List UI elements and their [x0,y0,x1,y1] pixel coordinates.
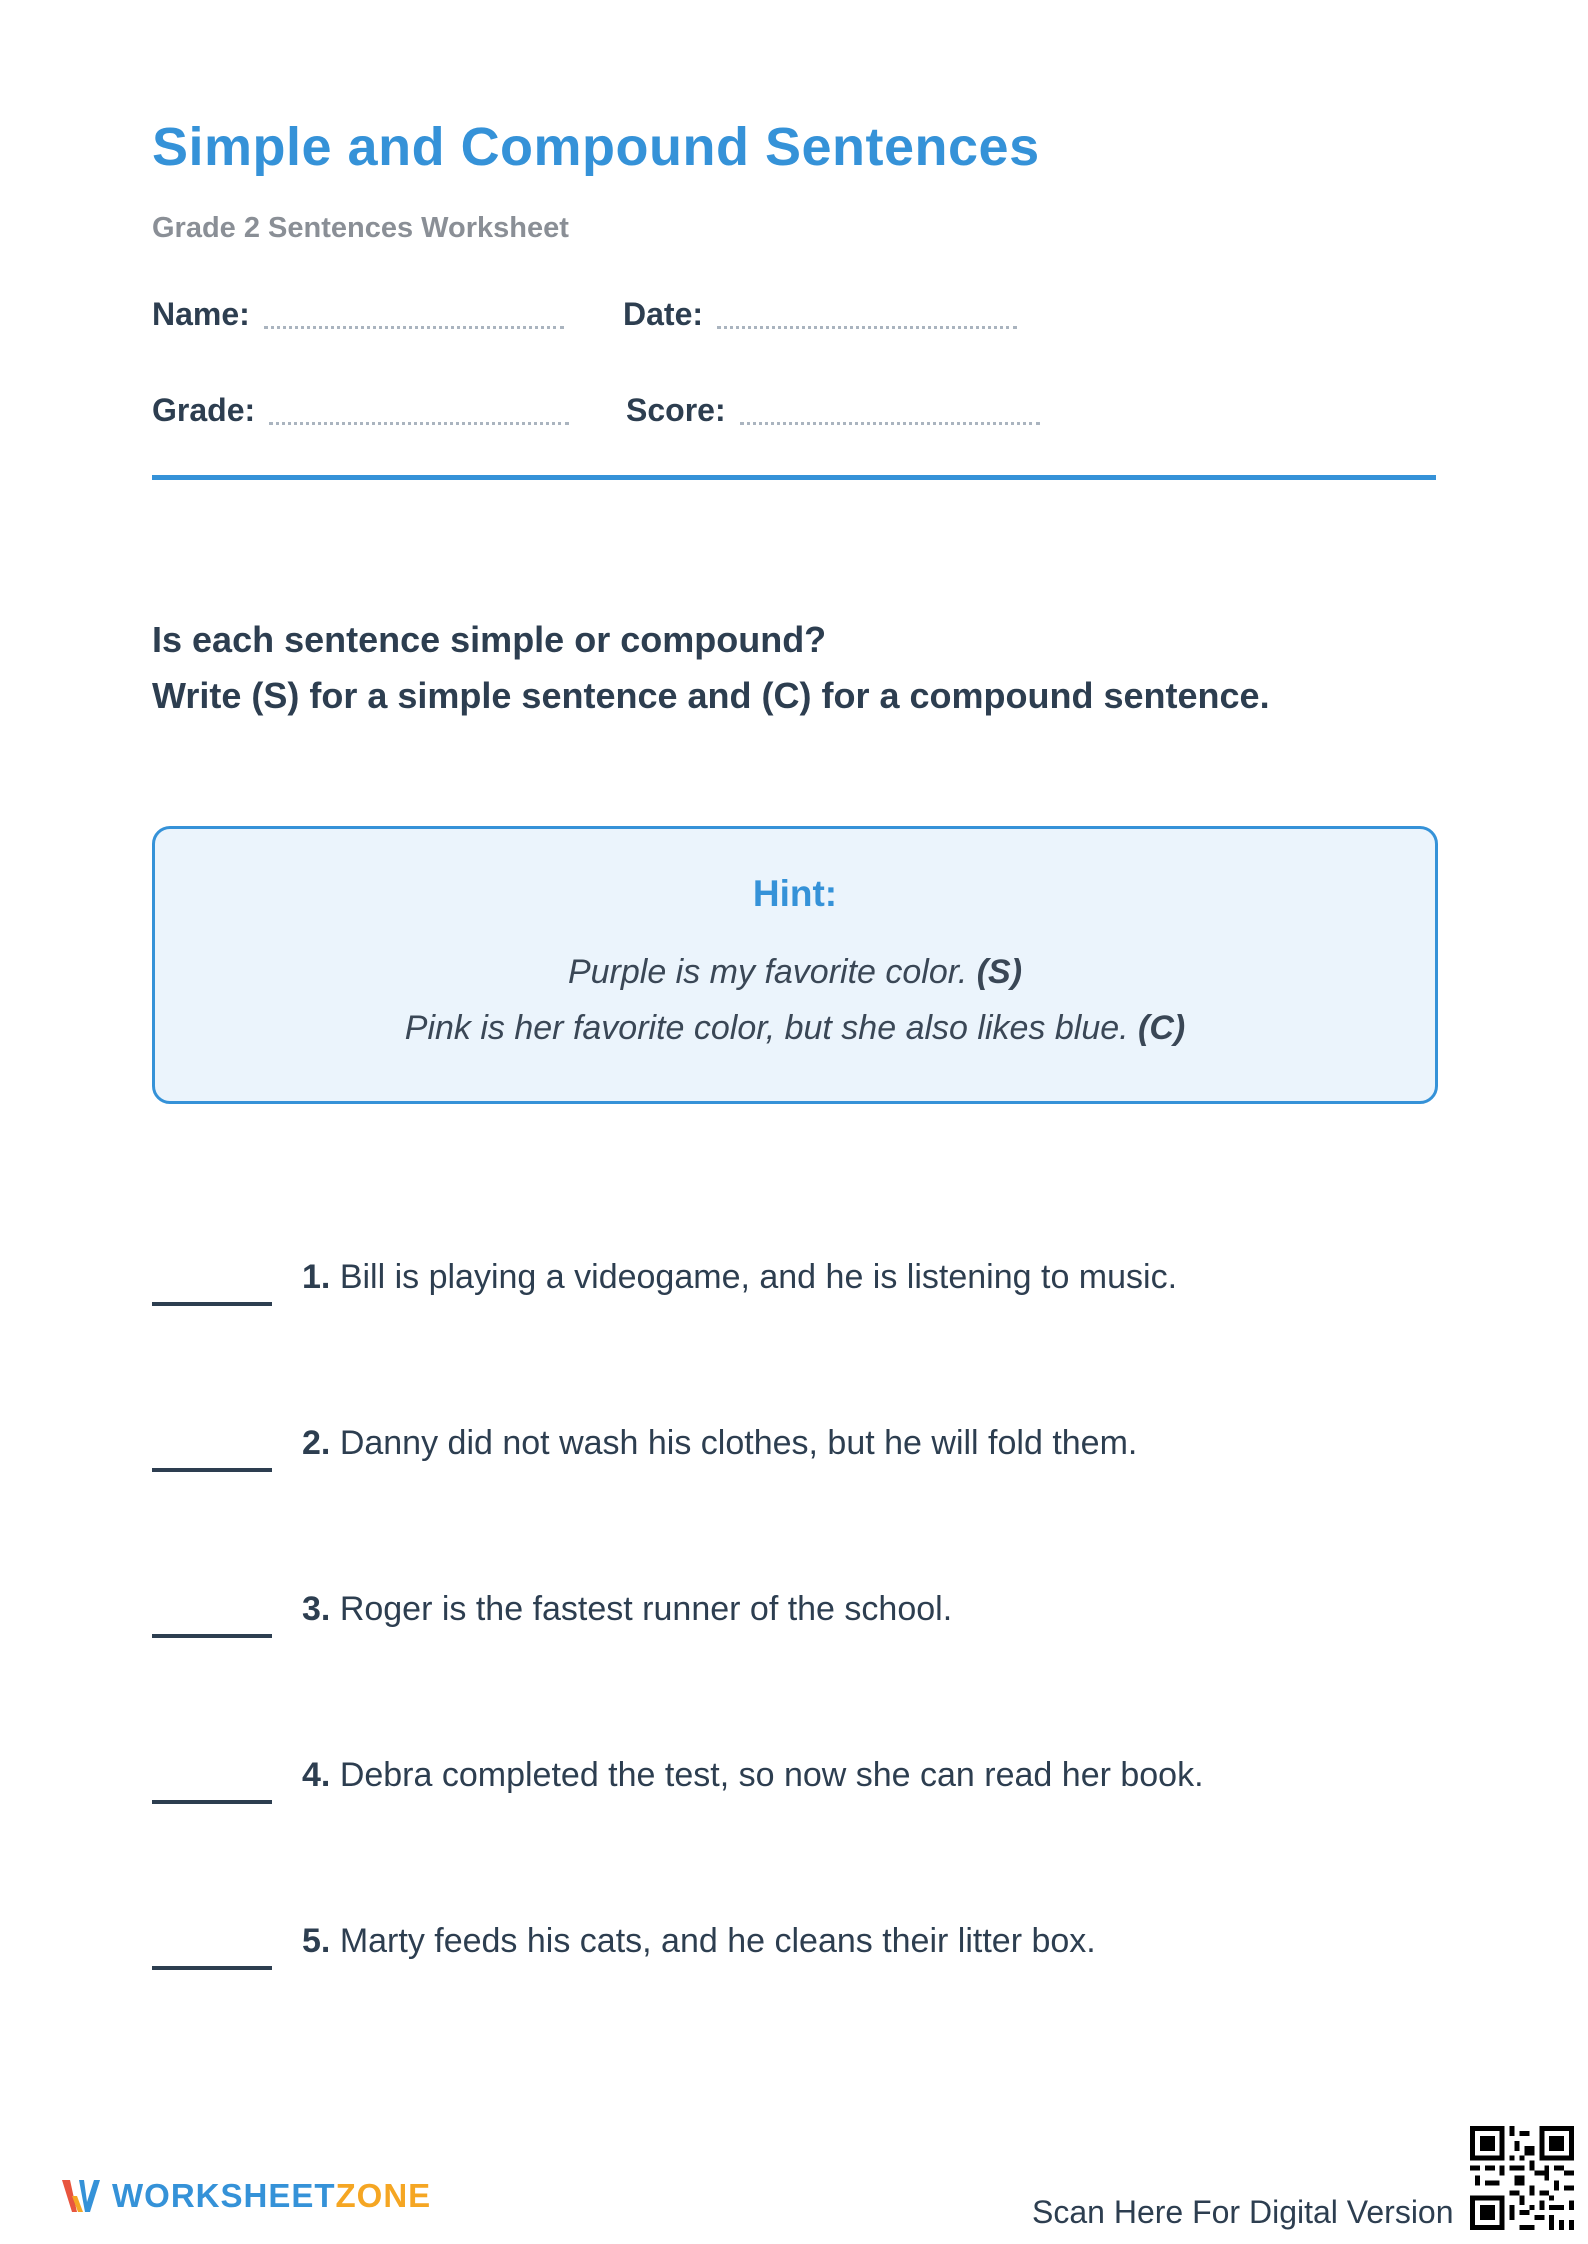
instruction-text: for a simple sentence and [299,675,762,716]
name-line[interactable] [264,326,564,329]
question-sentence: Roger is the fastest runner of the school. [339,1590,953,1628]
question-2 [152,1424,1452,1484]
question-number: 4. [302,1756,331,1794]
instructions [152,612,1270,724]
hint-sentence: Pink is her favorite color, but she also likes blue. [404,1009,1139,1047]
score-line[interactable] [740,422,1040,425]
brand-name-part2: ZONE [335,2177,432,2214]
question-sentence: Debra completed the test, so now she can read her book. [339,1756,1204,1794]
header-divider [152,475,1436,480]
question-1 [152,1258,1452,1318]
name-field[interactable] [152,296,564,333]
instruction-line-2 [152,668,1270,724]
date-field[interactable] [623,296,1017,333]
hint-box [152,826,1438,1104]
simple-tag: (S) [251,675,300,716]
date-label: Date: [623,296,704,332]
instruction-text: for a compound sentence. [811,675,1270,716]
hint-example-compound [155,1009,1435,1048]
question-text [302,1424,1137,1463]
question-number: 2. [302,1424,331,1462]
instruction-text: Write [152,675,252,716]
score-label: Score: [626,392,726,428]
grade-label: Grade: [152,392,256,428]
hint-title: Hint: [752,873,838,914]
answer-line[interactable] [152,1302,272,1306]
grade-line[interactable] [269,422,569,425]
question-number: 3. [302,1590,331,1628]
question-5 [152,1922,1452,1982]
question-sentence: Bill is playing a videogame, and he is listening to music. [339,1258,1178,1296]
answer-line[interactable] [152,1634,272,1638]
hint-example-simple [155,953,1435,992]
compound-tag: (C) [761,675,812,716]
question-text [302,1922,1096,1961]
hint-tag: (S) [976,953,1023,991]
question-number: 5. [302,1922,331,1960]
name-label: Name: [152,296,250,332]
question-sentence: Danny did not wash his clothes, but he will fold them. [339,1424,1138,1462]
answer-line[interactable] [152,1966,272,1970]
scan-instruction: Scan Here For Digital Version [1032,2194,1454,2230]
question-text [302,1590,952,1629]
score-field[interactable] [626,392,1040,429]
hint-tag: (C) [1138,1009,1186,1047]
date-line[interactable] [717,326,1017,329]
worksheetzone-w-logo-icon [60,2176,102,2216]
qr-code-icon[interactable] [1470,2126,1574,2230]
instruction-line-1: Is each sentence simple or compound? [152,619,827,660]
brand-name [112,2177,431,2215]
hint-sentence: Purple is my favorite color. [567,953,977,991]
answer-line[interactable] [152,1800,272,1804]
question-3 [152,1590,1452,1650]
question-number: 1. [302,1258,331,1296]
page-subtitle: Grade 2 Sentences Worksheet [152,212,569,244]
grade-field[interactable] [152,392,569,429]
question-4 [152,1756,1452,1816]
brand-name-part1: WORKSHEET [112,2177,336,2214]
question-text [302,1258,1177,1297]
page-title: Simple and Compound Sentences [152,117,1040,177]
answer-line[interactable] [152,1468,272,1472]
question-sentence: Marty feeds his cats, and he cleans their litter box. [339,1922,1096,1960]
worksheetzone-logo[interactable] [60,2176,431,2216]
question-text [302,1756,1204,1795]
